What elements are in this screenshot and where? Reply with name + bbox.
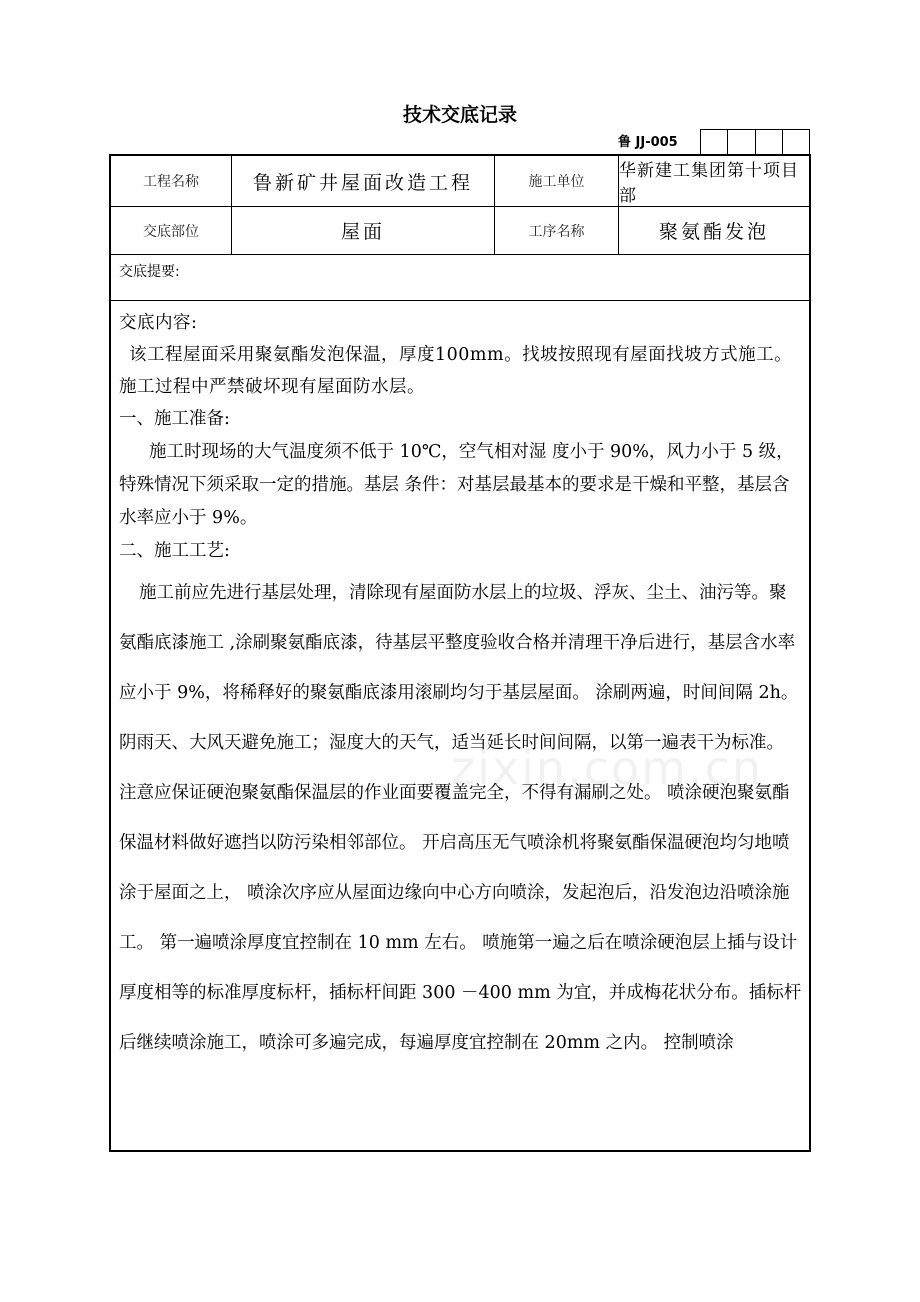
project-label: 工程名称 xyxy=(143,174,199,190)
code-box xyxy=(783,130,809,154)
section1-paragraph: 施工时现场的大气温度须不低于 10℃，空气相对湿 度小于 90%，风力小于 5 级，特殊情况下须采取一定的措施。基层 条件：对基层最基本的要求是干燥和平整，基层含水率应小于 9%。 xyxy=(119,442,794,528)
unit-label: 施工单位 xyxy=(528,174,585,190)
header-row-project xyxy=(111,156,809,207)
code-box xyxy=(728,130,755,154)
code-boxes xyxy=(700,129,810,154)
part-label-cell xyxy=(111,207,232,254)
project-value-cell xyxy=(232,156,495,206)
document-title: 技术交底记录 xyxy=(402,104,517,126)
process-value: 聚氨酯发泡 xyxy=(658,221,769,243)
section2-title: 二、施工工艺: xyxy=(119,541,230,561)
code-box xyxy=(701,130,728,154)
summary-row xyxy=(111,255,809,301)
section2-paragraph: 施工前应先进行基层处理，清除现有屋面防水层上的垃圾、浮灰、尘土、油污等。聚氨酯底漆施工 ,涂刷聚氨酯底漆，待基层平整度验收合格并清理干净后进行，基层含水率应小于 9%，将稀释好的聚氨酯底漆用滚刷均匀于基层屋面。 涂刷两遍，时间间隔 2h。阴雨天、大风天避免施工；湿度大的天气，适当延长时间间隔，以第一遍表干为标准。 注意应保证硬泡聚氨酯保温层的作业面要覆盖完全，不得有漏刷之处。 喷涂硬泡聚氨酯保温材料做好遮挡以防污染相邻部位。 开启高压无气喷涂机将聚氨酯保温硬泡均匀地喷涂于屋面之上， 喷涂次序应从屋面边缘向中心方向喷涂，发起泡后，沿发泡边沿喷涂施工。 第一遍喷涂厚度宜控制在 10 mm 左右。 喷施第一遍之后在喷涂硬泡层上插与设计厚度相等的标准厚度标杆，插标杆间距 300 －400 mm 为宜，并成梅花状分布。插标杆后继续喷涂施工，喷涂可多遍完成，每遍厚度宜控制在 20mm 之内。 控制喷涂 xyxy=(119,583,802,1053)
section1-title: 一、施工准备: xyxy=(119,409,230,429)
project-label-cell xyxy=(111,156,232,206)
unit-label-cell xyxy=(495,156,619,206)
part-value-cell xyxy=(232,207,495,254)
header-row-part xyxy=(111,207,809,255)
summary-label: 交底提要: xyxy=(119,264,180,280)
disclosure-table xyxy=(109,154,811,1152)
document-code: 鲁 JJ-005 xyxy=(618,135,678,150)
process-label-cell xyxy=(495,207,619,254)
content-heading: 交底内容: xyxy=(119,313,198,333)
project-value: 鲁新矿井屋面改造工程 xyxy=(252,171,473,194)
intro-paragraph: 该工程屋面采用聚氨酯发泡保温，厚度100mm。找坡按照现有屋面找坡方式施工。施工过程中严禁破坏现有屋面防水层。 xyxy=(119,345,793,397)
watermark: zixin.com.cn xyxy=(451,741,764,795)
part-value: 屋面 xyxy=(340,221,385,243)
process-value-cell xyxy=(619,207,809,254)
code-box xyxy=(756,130,783,154)
content-section xyxy=(111,301,809,1152)
part-label: 交底部位 xyxy=(143,223,199,240)
process-label: 工序名称 xyxy=(528,223,585,240)
unit-value-cell xyxy=(619,156,809,206)
unit-value: 华新建工集团第十项目部 xyxy=(619,161,799,206)
